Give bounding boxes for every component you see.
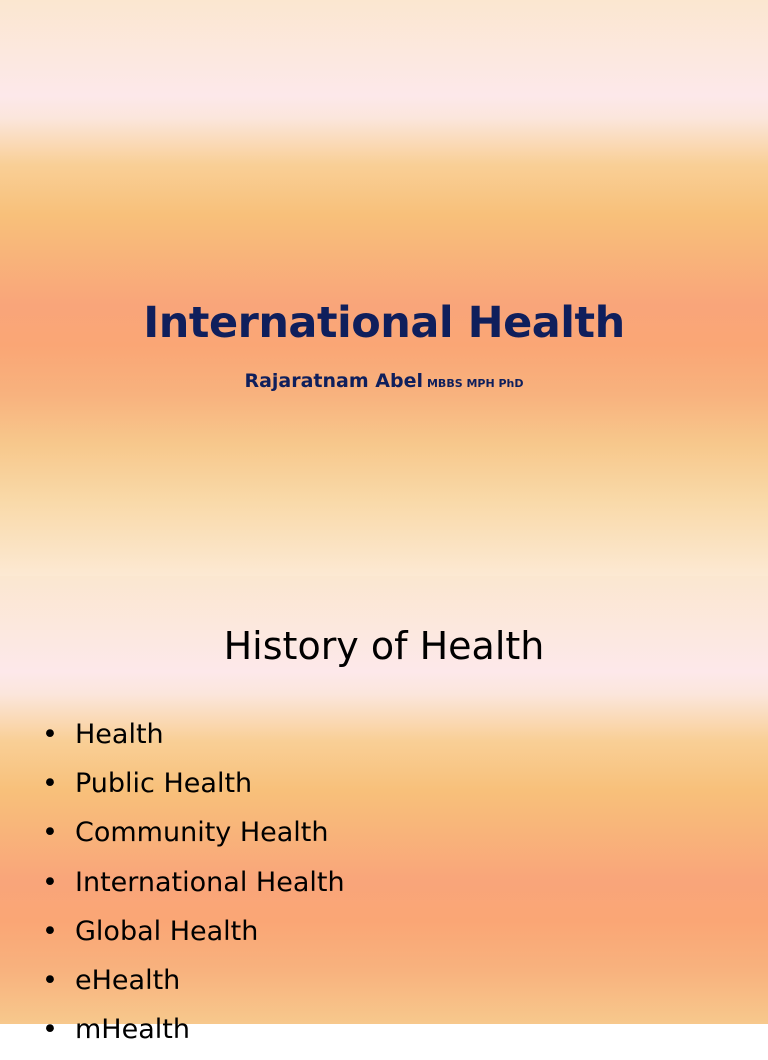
bullet-item [42, 1011, 345, 1060]
author-credentials: MBBS MPH PhD [426, 377, 524, 390]
author-name: Rajaratnam Abel [244, 370, 423, 392]
bullet-item [42, 962, 345, 1011]
bullet-text: Global Health [75, 915, 259, 947]
bullet-text: Public Health [75, 768, 253, 800]
bullet-item [42, 913, 345, 962]
bullet-icon: • [42, 719, 58, 750]
bullet-item [42, 864, 345, 913]
history-slide [0, 576, 768, 1046]
slide-title: International Health [143, 298, 625, 348]
bullet-text: Health [75, 719, 164, 750]
bullet-item [42, 765, 345, 814]
bullet-icon: • [42, 866, 58, 898]
bullet-icon: • [42, 1014, 58, 1046]
bullet-list [42, 716, 345, 1060]
bullet-icon: • [42, 964, 58, 996]
bullet-item [42, 716, 345, 765]
bullet-icon: • [42, 768, 58, 800]
bullet-text: eHealth [75, 964, 181, 996]
slide-title: History of Health [223, 624, 545, 668]
bullet-text: mHealth [75, 1014, 190, 1046]
bullet-text: International Health [75, 866, 345, 898]
bullet-item [42, 814, 345, 863]
bullet-icon: • [42, 915, 58, 947]
bullet-icon: • [42, 817, 58, 849]
slide-subtitle [0, 370, 768, 392]
bullet-text: Community Health [75, 817, 329, 849]
